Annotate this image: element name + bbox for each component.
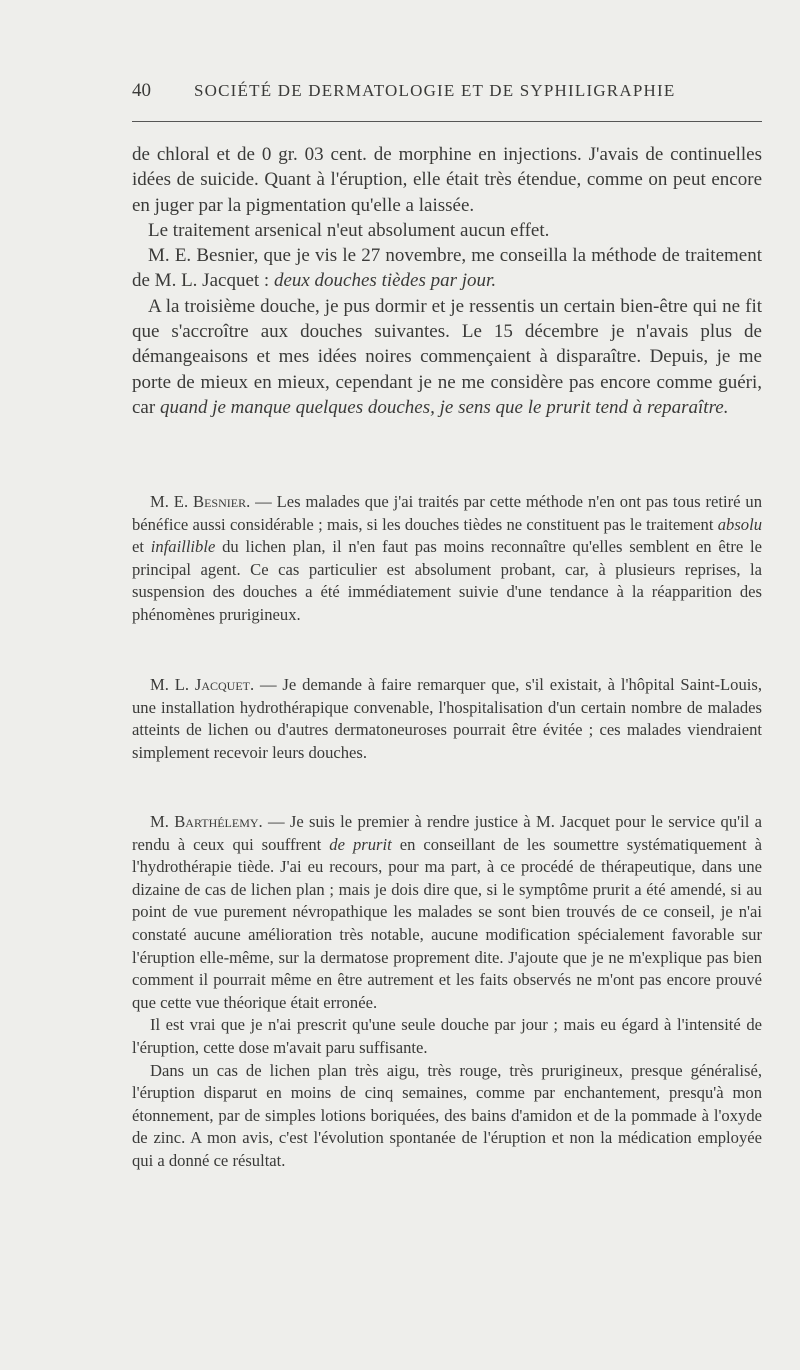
paragraph-text: — Je demande à faire remarquer que, s'il existait, à l'hôpital Saint-Louis, une installation hydrothérapique convenable, l'hospitalisation d'un certain nombre de malades atteints de lichen ou d'autres dermatoneuroses pourrait être évitée ; ces malades viendraient simplement recevoir leurs douches. (132, 675, 762, 762)
paragraph-text: — Les malades que j'ai traités par cette méthode n'en ont pas tous retiré un bénéfice aussi considérable ; mais, si les douches tièdes ne constituent pas le traitement (132, 492, 763, 534)
running-title: SOCIÉTÉ DE DERMATOLOGIE ET DE SYPHILIGRAPHIE (194, 81, 676, 100)
paragraph-text: A la troisième douche, je pus dormir et je ressentis un certain bien-être qui ne fit que s'accroître aux douches suivantes. Le 15 décembre je n'avais plus de démangeaisons et mes idées noires commençaient à disparaître. Depuis, je me porte de mieux en mieux, cependant je ne me considère pas encore comme guéri, car (132, 295, 762, 418)
paragraph-text: M. E. Besnier, que je vis le 27 novembre, me conseilla la méthode de traitement de M. L. Jacquet : (132, 245, 762, 292)
speaker-name: Besnier. (193, 492, 251, 511)
paragraph: Il est vrai que je n'ai prescrit qu'une seule douche par jour ; mais eu égard à l'intensité de l'éruption, cette dose m'avait paru suffisante. (132, 1015, 762, 1057)
speaker-prefix: M. (150, 812, 175, 831)
running-header (132, 80, 762, 106)
speaker-prefix: M. L. (150, 675, 195, 694)
paragraph (132, 294, 762, 420)
italic-text: absolu (717, 514, 762, 534)
page-number: 40 (132, 80, 151, 101)
speaker-name: Barthélemy. (174, 812, 263, 831)
paragraph (132, 674, 762, 764)
paragraph (132, 491, 762, 627)
italic-text: infaillible (150, 537, 216, 557)
paragraph-text: du lichen plan, il n'en faut pas moins reconnaître qu'elles semblent en être le principal agent. Ce cas particulier est absolument probant, car, à plusieurs reprises, la suspension des douches a été immédiatement suivie d'une tendance à la réapparition des phénomènes prurigineux. (132, 537, 763, 624)
jacquet-remark (132, 674, 762, 764)
header-rule (132, 121, 762, 122)
barthelemy-remark (132, 811, 762, 1173)
italic-text: deux douches tièdes par jour. (273, 270, 497, 292)
paragraph-text: — Je suis le premier à rendre justice à M. Jacquet pour le service qu'il a rendu à ceux qui souffrent (132, 812, 762, 854)
paragraph: de chloral et de 0 gr. 03 cent. de morphine en injections. J'avais de continuelles idées de suicide. Quant à l'éruption, elle était très étendue, comme on peut encore en juger par la pigmentation qu'elle a laissée. (132, 144, 762, 216)
speaker-prefix: M. E. (150, 492, 194, 511)
paragraph-text: en conseillant de les soumettre systématiquement à l'hydrothérapie tiède. J'ai eu recours, pour ma part, à ce procédé de thérapeutique, dans une dizaine de cas de lichen plan ; mais je dois dire que, si le symptôme prurit a été amendé, si au point de vue purement névropathique les malades se sont bien trouvés de ce conseil, je n'ai constaté aucune amélioration très notable, aucune modification spécialement favorable sur l'éruption elle-même, sur la dermatose proprement dite. J'ajoute que je ne m'explique pas bien comment il pourrait même en être autrement et les faits observés ne m'ont pas encore prouvé que cette vue théorique était erronée. (132, 834, 762, 1012)
paragraph: Dans un cas de lichen plan très aigu, très rouge, très prurigineux, presque généralisé, l'éruption disparut en moins de cinq semaines, comme par enchantement, presqu'à mon étonnement, par de simples lotions boriquées, des bains d'amidon et de la pommade à l'oxyde de zinc. A mon avis, c'est l'évolution spontanée de l'éruption et non la médication employée qui a donné ce résultat. (132, 1060, 762, 1170)
paragraph (132, 811, 762, 1014)
paragraph (132, 243, 762, 294)
italic-text: de prurit (329, 834, 392, 854)
patient-account (132, 142, 762, 420)
paragraph: Le traitement arsenical n'eut absolument aucun effet. (148, 219, 550, 241)
besnier-remark (132, 491, 762, 627)
paragraph-text: et (132, 537, 151, 557)
speaker-name: Jacquet. (194, 675, 255, 694)
italic-text: quand je manque quelques douches, je sens que le prurit tend à reparaître. (159, 396, 729, 418)
